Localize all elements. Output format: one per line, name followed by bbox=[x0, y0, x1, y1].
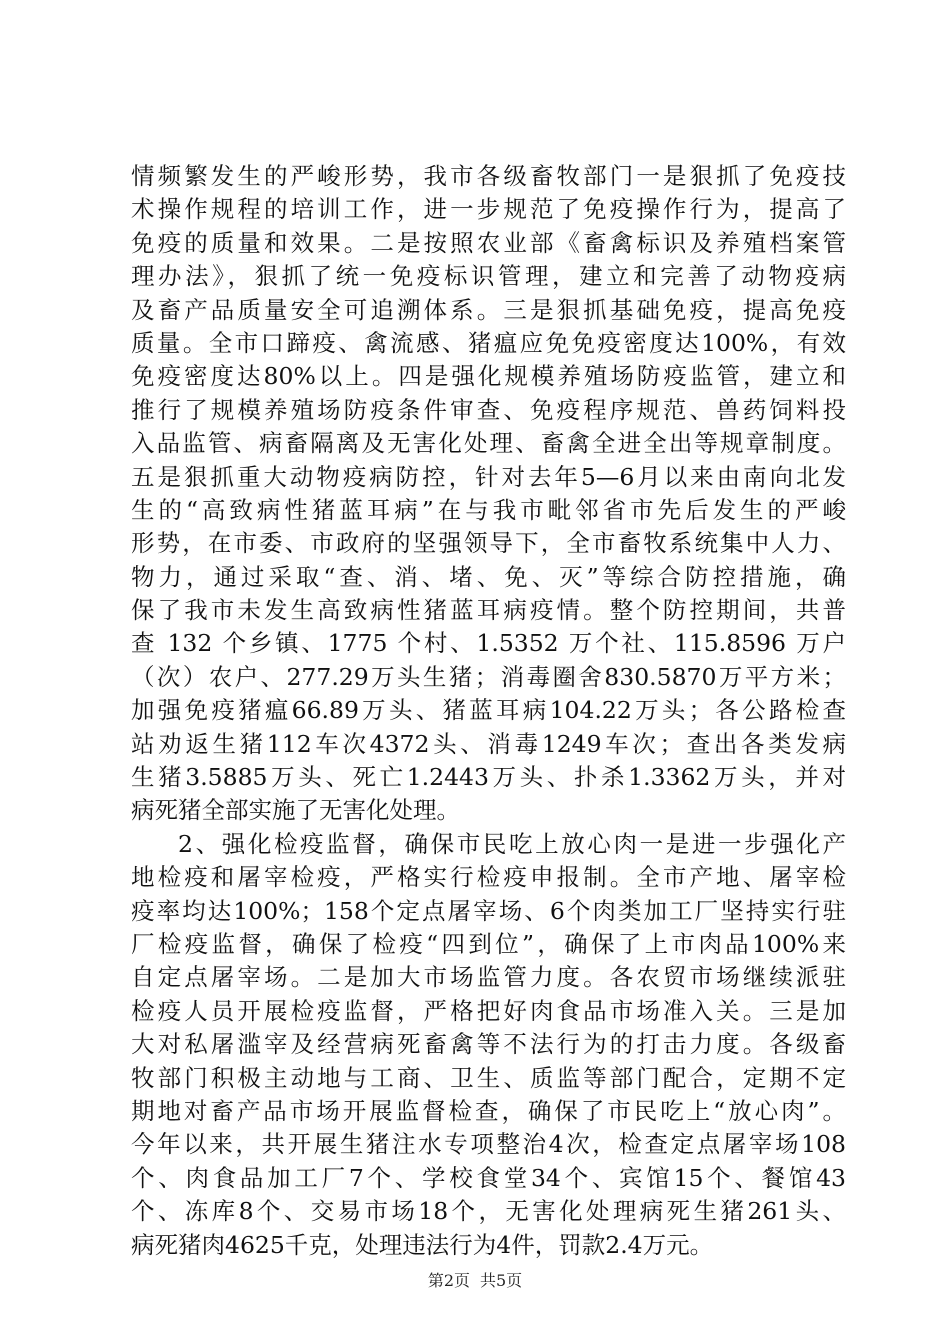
text-line: 期地对畜产品市场开展监督检查，确保了市民吃上“放心肉”。 bbox=[131, 1096, 846, 1125]
text-line: 物力，通过采取“查、消、堵、免、灭”等综合防控措施，确 bbox=[131, 562, 846, 591]
text-line: 2、强化检疫监督，确保市民吃上放心肉一是进一步强化产 bbox=[178, 829, 846, 858]
text-line: 免疫的质量和效果。二是按照农业部《畜禽标识及养殖档案管 bbox=[131, 228, 846, 257]
text-line: 入品监管、病畜隔离及无害化处理、畜禽全进全出等规章制度。 bbox=[131, 429, 846, 458]
text-line: 生猪3.5885万头、死亡1.2443万头、扑杀1.3362万头，并对 bbox=[131, 763, 846, 792]
text-line: 推行了规模养殖场防疫条件审查、免疫程序规范、兽药饲料投 bbox=[131, 395, 846, 424]
text-line: 查 132 个乡镇、1775 个村、1.5352 万个社、115.8596 万户 bbox=[131, 629, 846, 658]
text-line: 形势，在市委、市政府的坚强领导下，全市畜牧系统集中人力、 bbox=[131, 529, 846, 558]
paragraph bbox=[131, 828, 846, 1262]
page-total: 共5页 bbox=[480, 1271, 523, 1290]
text-line: 疫率均达100%；158个定点屠宰场、6个肉类加工厂坚持实行驻 bbox=[131, 896, 846, 925]
text-line: （次）农户、277.29万头生猪；消毒圈舍830.5870万平方米； bbox=[131, 662, 846, 691]
text-line: 今年以来，共开展生猪注水专项整治4次，检查定点屠宰场108 bbox=[131, 1130, 846, 1159]
text-line: 病死猪全部实施了无害化处理。 bbox=[131, 796, 460, 825]
text-line: 情频繁发生的严峻形势，我市各级畜牧部门一是狠抓了免疫技 bbox=[131, 162, 846, 190]
text-line: 术操作规程的培训工作，进一步规范了免疫操作行为，提高了 bbox=[131, 195, 846, 224]
text-line: 站劝返生猪112车次4372头、消毒1249车次；查出各类发病 bbox=[131, 729, 846, 758]
text-line: 个、肉食品加工厂7个、学校食堂34个、宾馆15个、餐馆43 bbox=[131, 1163, 846, 1192]
page-footer bbox=[0, 1268, 950, 1291]
text-line: 及畜产品质量安全可追溯体系。三是狠抓基础免疫，提高免疫 bbox=[131, 295, 846, 324]
text-line: 地检疫和屠宰检疫，严格实行检疫申报制。全市产地、屠宰检 bbox=[131, 863, 846, 892]
page-number: 第2页 bbox=[427, 1271, 470, 1290]
text-line: 个、冻库8个、交易市场18个，无害化处理病死生猪261头、 bbox=[131, 1197, 846, 1226]
text-line: 加强免疫猪瘟66.89万头、猪蓝耳病104.22万头；各公路检查 bbox=[131, 696, 846, 725]
body-text bbox=[131, 160, 846, 1262]
paragraph bbox=[131, 160, 846, 828]
text-line: 五是狠抓重大动物疫病防控，针对去年5—6月以来由南向北发 bbox=[131, 462, 846, 491]
text-line: 生的“高致病性猪蓝耳病”在与我市毗邻省市先后发生的严峻 bbox=[131, 495, 846, 524]
text-line: 检疫人员开展检疫监督，严格把好肉食品市场准入关。三是加 bbox=[131, 996, 846, 1025]
text-line: 免疫密度达80%以上。四是强化规模养殖场防疫监管，建立和 bbox=[131, 362, 846, 391]
text-line: 质量。全市口蹄疫、禽流感、猪瘟应免免疫密度达100%，有效 bbox=[131, 328, 846, 357]
text-line: 牧部门积极主动地与工商、卫生、质监等部门配合，定期不定 bbox=[131, 1063, 846, 1092]
text-line: 病死猪肉4625千克，处理违法行为4件，罚款2.4万元。 bbox=[131, 1230, 714, 1259]
text-line: 厂检疫监督，确保了检疫“四到位”，确保了上市肉品100%来 bbox=[131, 929, 846, 958]
text-line: 自定点屠宰场。二是加大市场监管力度。各农贸市场继续派驻 bbox=[131, 963, 846, 992]
text-line: 保了我市未发生高致病性猪蓝耳病疫情。整个防控期间，共普 bbox=[131, 596, 846, 625]
text-line: 大对私屠滥宰及经营病死畜禽等不法行为的打击力度。各级畜 bbox=[131, 1030, 846, 1059]
text-line: 理办法》，狠抓了统一免疫标识管理，建立和完善了动物疫病 bbox=[131, 262, 846, 291]
